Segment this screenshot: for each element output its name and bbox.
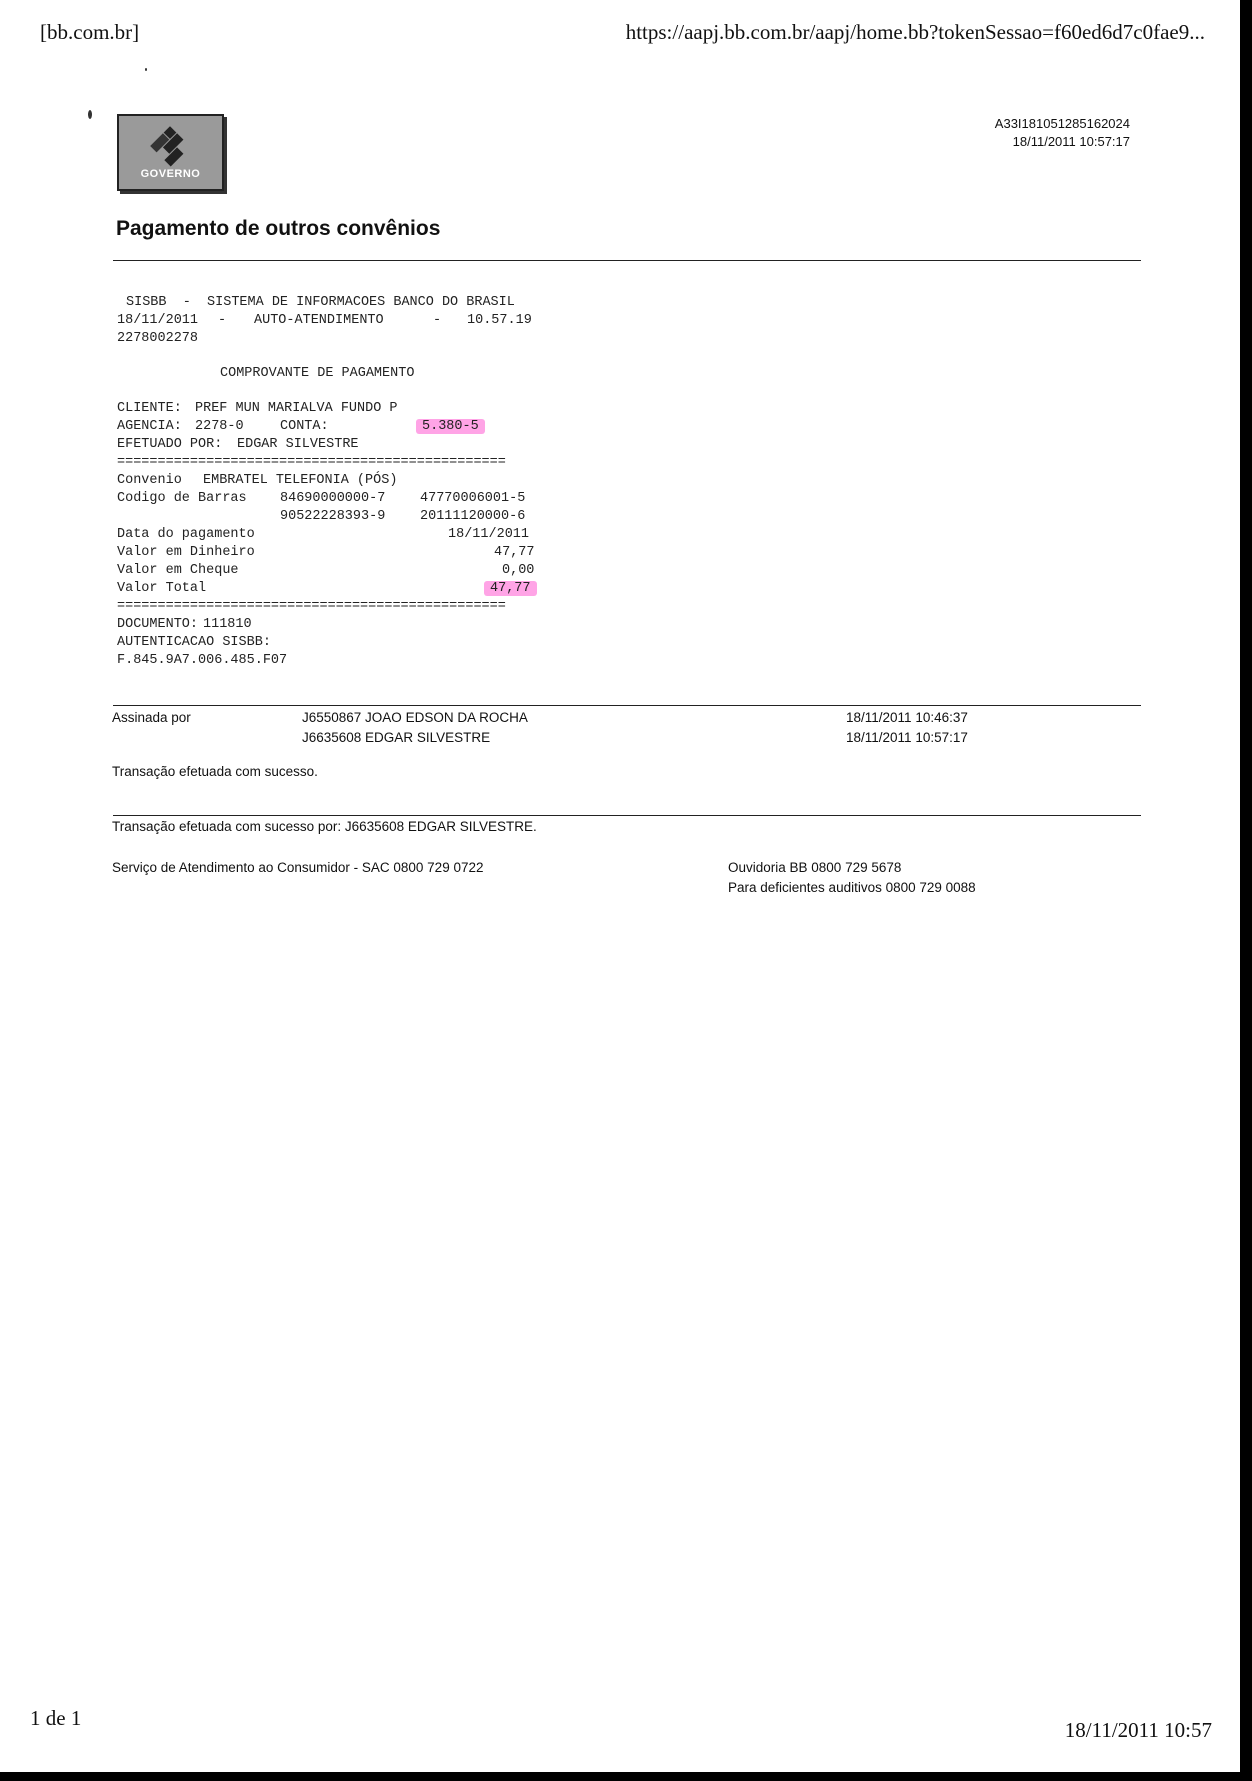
receipt-channel: AUTO-ATENDIMENTO — [254, 313, 384, 328]
receipt-time: 10.57.19 — [467, 313, 532, 328]
page-title: Pagamento de outros convênios — [116, 217, 441, 240]
cheque-value: 0,00 — [502, 563, 535, 578]
receipt-separator: ================================================ — [117, 455, 506, 470]
signer-datetime: 18/11/2011 10:46:37 — [846, 710, 968, 725]
conta-value — [416, 419, 485, 434]
receipt-dash: - — [433, 313, 442, 328]
data-pagamento-label: Data do pagamento — [117, 527, 255, 542]
status-divider — [113, 815, 1141, 816]
signer-name: J6550867 JOAO EDSON DA ROCHA — [302, 710, 528, 725]
scan-speck — [145, 68, 147, 71]
signature-divider — [113, 705, 1141, 706]
signer-datetime: 18/11/2011 10:57:17 — [846, 730, 968, 745]
print-datetime: 18/11/2011 10:57 — [1064, 1718, 1212, 1742]
conta-highlight: 5.380-5 — [416, 419, 485, 434]
signer-name: J6635608 EDGAR SILVESTRE — [302, 730, 491, 745]
cliente-value: PREF MUN MARIALVA FUNDO P — [195, 401, 398, 416]
dinheiro-value: 47,77 — [494, 545, 535, 560]
barcode-part: 20111120000-6 — [420, 509, 526, 524]
efetuado-value: EDGAR SILVESTRE — [237, 437, 359, 452]
documento-value: 111810 — [203, 617, 252, 632]
autenticacao-label: AUTENTICACAO SISBB: — [117, 635, 271, 650]
documento-label: DOCUMENTO: — [117, 617, 199, 632]
receipt-heading: COMPROVANTE DE PAGAMENTO — [220, 366, 415, 381]
convenio-value: EMBRATEL TELEFONIA (PÓS) — [203, 473, 398, 488]
page-url[interactable]: https://aapj.bb.com.br/aapj/home.bb?tokenSessao=f60ed6d7c0fae9... — [625, 20, 1205, 44]
reference-datetime: 18/11/2011 10:57:17 — [1012, 134, 1130, 149]
reference-code: A33I181051285162024 — [994, 116, 1130, 131]
sac-contact: Serviço de Atendimento ao Consumidor - SAC 0800 729 0722 — [112, 860, 484, 875]
scan-speck — [88, 110, 92, 119]
conta-label: CONTA: — [280, 419, 329, 434]
ouvidoria-contact: Ouvidoria BB 0800 729 5678 — [728, 860, 902, 875]
agencia-value: 2278-0 — [195, 419, 244, 434]
page-counter: 1 de 1 — [30, 1706, 82, 1730]
dinheiro-label: Valor em Dinheiro — [117, 545, 255, 560]
data-pagamento-value: 18/11/2011 — [448, 527, 530, 542]
status-message: Transação efetuada com sucesso. — [112, 764, 318, 779]
barcode-label: Codigo de Barras — [117, 491, 247, 506]
reference-block — [995, 115, 1130, 151]
title-divider — [113, 260, 1141, 261]
cheque-label: Valor em Cheque — [117, 563, 239, 578]
logo-label: GOVERNO — [140, 168, 201, 180]
autenticacao-value: F.845.9A7.006.485.F07 — [117, 653, 288, 668]
signed-by-label: Assinada por — [112, 710, 191, 725]
efetuado-label: EFETUADO POR: — [117, 437, 223, 452]
total-label: Valor Total — [117, 581, 207, 596]
cliente-label: CLIENTE: — [117, 401, 182, 416]
receipt-separator: ================================================ — [117, 599, 506, 614]
receipt-date: 18/11/2011 — [117, 313, 199, 328]
banco-do-brasil-logo — [117, 114, 224, 191]
receipt-dash: - — [218, 313, 227, 328]
barcode-part: 47770006001-5 — [420, 491, 526, 506]
agencia-label: AGENCIA: — [117, 419, 182, 434]
barcode-part: 84690000000-7 — [280, 491, 386, 506]
convenio-label: Convenio — [117, 473, 182, 488]
total-highlight: 47,77 — [484, 581, 537, 596]
barcode-part: 90522228393-9 — [280, 509, 386, 524]
deficientes-contact: Para deficientes auditivos 0800 729 0088 — [728, 880, 976, 895]
receipt-terminal: 2278002278 — [117, 331, 199, 346]
status-by-message: Transação efetuada com sucesso por: J6635608 EDGAR SILVESTRE. — [112, 819, 537, 834]
site-label: [bb.com.br] — [40, 20, 140, 44]
total-value — [484, 581, 537, 596]
receipt-system-line: SISBB - SISTEMA DE INFORMACOES BANCO DO BRASIL — [126, 295, 515, 310]
